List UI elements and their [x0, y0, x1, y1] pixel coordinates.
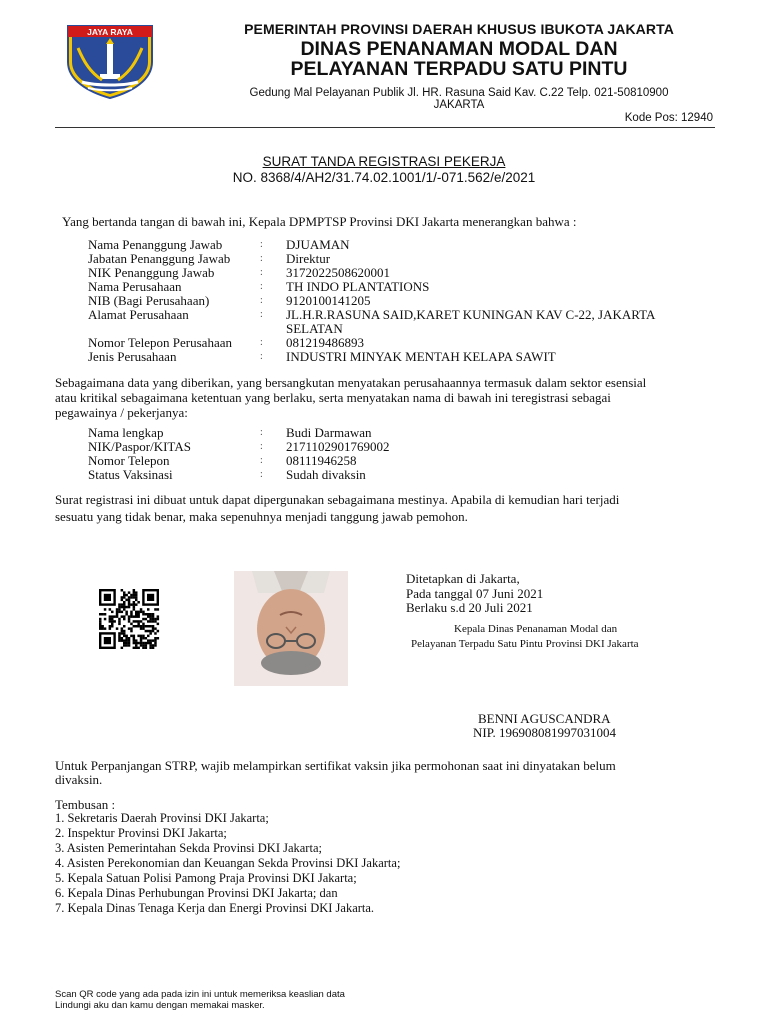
- field-colon: :: [260, 441, 263, 452]
- field-value: 081219486893: [286, 335, 364, 350]
- field-colon: :: [260, 337, 263, 348]
- cc-title: Tembusan :: [55, 797, 116, 812]
- official-position-line2: Pelayanan Terpadu Satu Pintu Provinsi DKI Jakarta: [411, 638, 639, 650]
- field-value: 08111946258: [286, 453, 357, 468]
- jakarta-coat-of-arms-logo: [62, 22, 158, 100]
- field-colon: :: [260, 351, 263, 362]
- list-item: 3. Asisten Pemerintahan Sekda Provinsi DKI Jakarta;: [55, 841, 322, 855]
- field-value: TH INDO PLANTATIONS: [286, 279, 430, 294]
- field-row: [88, 294, 718, 308]
- field-value: DJUAMAN: [286, 237, 350, 252]
- field-value: JL.H.R.RASUNA SAID,KARET KUNINGAN KAV C-22, JAKARTA: [286, 307, 656, 322]
- closing-line: Surat registrasi ini dibuat untuk dapat dipergunakan sebagaimana mestinya. Apabila di kemudian hari terjadi: [55, 492, 620, 507]
- issue-place: Ditetapkan di Jakarta,: [406, 571, 520, 586]
- field-colon: :: [260, 267, 263, 278]
- field-label: Jabatan Penanggung Jawab: [88, 251, 231, 266]
- field-label: NIK Penanggung Jawab: [88, 265, 215, 280]
- field-row: [88, 280, 718, 294]
- list-item: 6. Kepala Dinas Perhubungan Provinsi DKI Jakarta; dan: [55, 886, 338, 900]
- field-row: [88, 440, 718, 454]
- list-item: 4. Asisten Perekonomian dan Keuangan Sekda Provinsi DKI Jakarta;: [55, 856, 401, 870]
- list-item: 2. Inspektur Provinsi DKI Jakarta;: [55, 826, 227, 840]
- field-label: NIB (Bagi Perusahaan): [88, 293, 210, 308]
- field-value: INDUSTRI MINYAK MENTAH KELAPA SAWIT: [286, 349, 556, 364]
- closing-line: sesuatu yang tidak benar, maka sepenuhnya menjadi tanggung jawab pemohon.: [55, 509, 468, 524]
- field-colon: :: [260, 427, 263, 438]
- document-title: SURAT TANDA REGISTRASI PEKERJA: [262, 154, 506, 169]
- field-label: [88, 322, 260, 336]
- list-item: 5. Kepala Satuan Polisi Pamong Praja Provinsi DKI Jakarta;: [55, 871, 357, 885]
- employee-photo: [234, 571, 348, 686]
- field-value: Budi Darmawan: [286, 425, 372, 440]
- field-value: 3172022508620001: [286, 265, 390, 280]
- valid-until: Berlaku s.d 20 Juli 2021: [406, 600, 533, 615]
- field-row: [88, 266, 718, 280]
- field-value: 9120100141205: [286, 293, 371, 308]
- field-colon: :: [260, 253, 263, 264]
- field-colon: :: [260, 455, 263, 466]
- list-item: 1. Sekretaris Daerah Provinsi DKI Jakarta;: [55, 811, 269, 825]
- field-colon-spacer: [260, 322, 286, 336]
- field-value: Direktur: [286, 251, 331, 266]
- field-label: Nama Perusahaan: [88, 279, 182, 294]
- note-line: Untuk Perpanjangan STRP, wajib melampirkan sertifikat vaksin jika permohonan saat ini dinyatakan belum: [55, 758, 616, 773]
- field-label: Status Vaksinasi: [88, 467, 173, 482]
- field-row: [88, 350, 718, 364]
- field-colon: :: [260, 239, 263, 250]
- note-line: divaksin.: [55, 772, 103, 787]
- field-colon: :: [260, 469, 263, 480]
- employee-fields: [88, 426, 718, 482]
- list-item: 7. Kepala Dinas Tenaga Kerja dan Energi Provinsi DKI Jakarta.: [55, 901, 375, 915]
- cc-list: [55, 811, 400, 916]
- field-colon: :: [260, 281, 263, 292]
- closing-paragraph: [55, 491, 715, 525]
- field-value: 2171102901769002: [286, 439, 390, 454]
- field-label: Jenis Perusahaan: [88, 349, 177, 364]
- logo-text: JAYA RAYA: [87, 27, 133, 37]
- header-divider: [55, 127, 715, 128]
- field-colon: :: [260, 295, 263, 306]
- field-row: [88, 336, 718, 350]
- company-fields: [88, 238, 718, 364]
- field-row: [88, 238, 718, 252]
- field-value-continuation: SELATAN: [286, 321, 343, 336]
- government-name: PEMERINTAH PROVINSI DAERAH KHUSUS IBUKOTA JAKARTA: [244, 21, 674, 37]
- address-line1: Gedung Mal Pelayanan Publik Jl. HR. Rasuna Said Kav. C.22 Telp. 021-50810900: [249, 87, 669, 99]
- field-label: Nama Penanggung Jawab: [88, 237, 223, 252]
- official-nip: NIP. 196908081997031004: [473, 725, 617, 740]
- field-colon: :: [260, 309, 263, 320]
- footer-mask-note: Lindungi aku dan kamu dengan memakai masker.: [55, 1000, 265, 1011]
- field-row: [88, 426, 718, 440]
- declaration-line: pegawainya / pekerjanya:: [55, 405, 188, 420]
- field-label: Nomor Telepon Perusahaan: [88, 335, 232, 350]
- department-name-line1: DINAS PENANAMAN MODAL DAN: [300, 38, 618, 60]
- footer-qr-note: Scan QR code yang ada pada izin ini untuk memeriksa keaslian data: [55, 989, 345, 1000]
- field-label: Alamat Perusahaan: [88, 307, 189, 322]
- declaration-paragraph: [55, 375, 715, 420]
- postal-code: Kode Pos: 12940: [624, 112, 713, 124]
- field-row: [88, 308, 718, 322]
- document-number: NO. 8368/4/AH2/31.74.02.1001/1/-071.562/e/2021: [232, 170, 536, 185]
- intro-paragraph: Yang bertanda tangan di bawah ini, Kepala DPMPTSP Provinsi DKI Jakarta menerangkan bahwa :: [62, 214, 577, 229]
- field-value: Sudah divaksin: [286, 467, 366, 482]
- issue-date: Pada tanggal 07 Juni 2021: [406, 586, 544, 601]
- field-row: [88, 468, 718, 482]
- official-name: BENNI AGUSCANDRA: [478, 711, 611, 726]
- field-row: [88, 322, 718, 336]
- official-position-line1: Kepala Dinas Penanaman Modal dan: [454, 623, 618, 635]
- address-line2: JAKARTA: [433, 99, 485, 111]
- declaration-line: Sebagaimana data yang diberikan, yang bersangkutan menyatakan perusahaannya termasuk dalam sektor esensial: [55, 375, 647, 390]
- field-row: [88, 454, 718, 468]
- field-label: Nama lengkap: [88, 425, 164, 440]
- verification-qr-code[interactable]: [92, 589, 166, 649]
- field-label: Nomor Telepon: [88, 453, 170, 468]
- extension-note: [55, 759, 695, 787]
- department-name-line2: PELAYANAN TERPADU SATU PINTU: [290, 58, 628, 80]
- field-row: [88, 252, 718, 266]
- field-label: NIK/Paspor/KITAS: [88, 439, 191, 454]
- declaration-line: atau kritikal sebagaimana ketentuan yang berlaku, serta menyatakan nama di bawah ini teregistrasi sebagai: [55, 390, 611, 405]
